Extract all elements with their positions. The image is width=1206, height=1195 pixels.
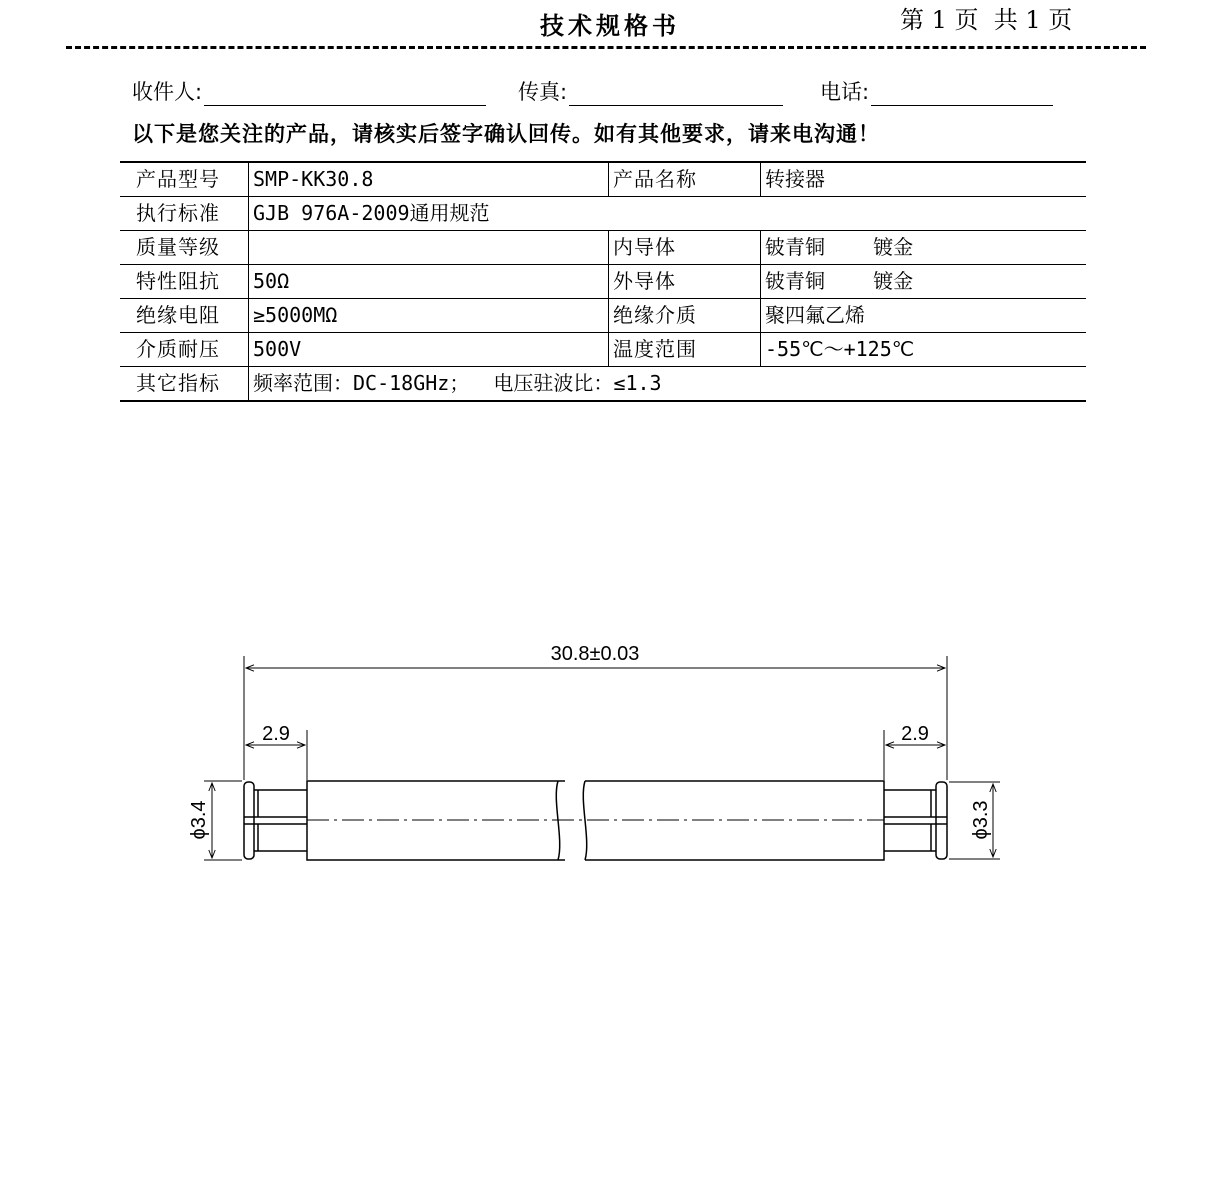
left-end-length-label: 2.9: [262, 723, 290, 745]
phone-label: 电话:: [820, 80, 870, 104]
table-row: [120, 333, 1086, 367]
spec-value: 转接器: [761, 162, 1087, 197]
overall-length-label: 30.8±0.03: [550, 643, 640, 665]
spec-key: 产品型号: [120, 162, 249, 197]
spec-table: [120, 161, 1086, 402]
header-divider: [66, 46, 1146, 49]
spec-key: 绝缘电阻: [120, 299, 249, 333]
spec-value: 频率范围：DC-18GHz； 电压驻波比：≤1.3: [249, 367, 1087, 402]
phone-blank[interactable]: [871, 77, 1053, 106]
fax-field: [518, 76, 783, 106]
right-end-length-label: 2.9: [901, 723, 929, 745]
spec-value: 50Ω: [249, 265, 609, 299]
contact-fields: [132, 76, 1092, 106]
spec-value: 聚四氟乙烯: [761, 299, 1087, 333]
connector-body: [307, 781, 884, 860]
spec-key: 介质耐压: [120, 333, 249, 367]
spec-value: GJB 976A-2009通用规范: [249, 197, 1087, 231]
spec-value: SMP-KK30.8: [249, 162, 609, 197]
spec-key: 内导体: [609, 231, 761, 265]
table-row: [120, 162, 1086, 197]
spec-key: 质量等级: [120, 231, 249, 265]
right-diameter-label: ϕ3.3: [970, 800, 992, 840]
overall-length-dimension: [244, 656, 947, 780]
right-connector-end: [884, 782, 947, 859]
spec-key: 特性阻抗: [120, 265, 249, 299]
spec-key: 执行标准: [120, 197, 249, 231]
phone-field: [820, 76, 1053, 106]
spec-value: -55℃～+125℃: [761, 333, 1087, 367]
left-connector-end: [244, 782, 307, 859]
spec-value: 铍青铜 镀金: [761, 231, 1087, 265]
spec-value: 500V: [249, 333, 609, 367]
connector-drawing: [0, 600, 1206, 900]
fax-blank[interactable]: [569, 77, 783, 106]
table-row: [120, 231, 1086, 265]
table-row: [120, 197, 1086, 231]
document-title: 技术规格书: [540, 11, 680, 40]
notice-text: 以下是您关注的产品，请核实后签字确认回传。如有其他要求，请来电沟通！: [132, 122, 880, 146]
fax-label: 传真:: [518, 80, 568, 104]
table-row: [120, 265, 1086, 299]
spec-key: 其它指标: [120, 367, 249, 402]
spec-value: 铍青铜 镀金: [761, 265, 1087, 299]
spec-value: ≥5000MΩ: [249, 299, 609, 333]
spec-key: 外导体: [609, 265, 761, 299]
recipient-label: 收件人:: [132, 80, 203, 104]
table-row: [120, 367, 1086, 402]
spec-value: [249, 231, 609, 265]
spec-key: 产品名称: [609, 162, 761, 197]
recipient-blank[interactable]: [204, 77, 486, 106]
left-diameter-label: ϕ3.4: [188, 800, 210, 840]
spec-key: 温度范围: [609, 333, 761, 367]
spec-key: 绝缘介质: [609, 299, 761, 333]
page-info: 第 1 页 共 1 页: [900, 6, 1073, 34]
recipient-field: [132, 76, 486, 106]
table-row: [120, 299, 1086, 333]
